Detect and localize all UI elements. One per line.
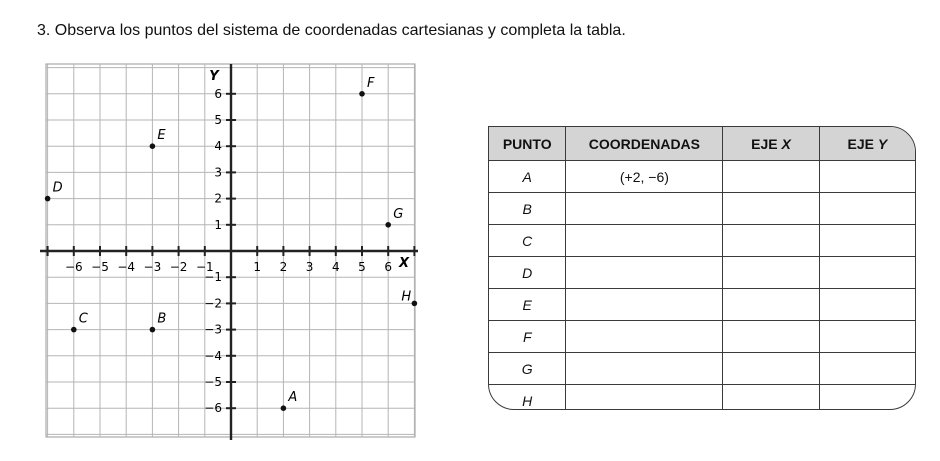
point-label-e: E bbox=[157, 128, 166, 144]
x-tick-label: −4 bbox=[117, 260, 136, 274]
header-eje-y bbox=[819, 127, 915, 160]
cell-eje-x[interactable] bbox=[722, 353, 818, 384]
table-row bbox=[489, 320, 915, 352]
table-row bbox=[489, 288, 915, 320]
x-tick-label: 2 bbox=[279, 260, 288, 274]
header-eje-x-letter: X bbox=[781, 135, 791, 152]
cell-coordenadas[interactable] bbox=[565, 321, 722, 352]
point-label-g: G bbox=[393, 206, 404, 222]
point-label-d: D bbox=[52, 180, 63, 196]
header-eje-x-word: EJE bbox=[751, 135, 778, 152]
point-label-c: C bbox=[78, 311, 88, 327]
cell-eje-y[interactable] bbox=[819, 161, 915, 192]
table-row bbox=[489, 256, 915, 288]
header-eje-y-word: EJE bbox=[847, 135, 874, 152]
x-tick-label: −1 bbox=[195, 260, 214, 274]
x-tick-label: −5 bbox=[91, 260, 109, 274]
y-tick-label: 6 bbox=[214, 86, 222, 101]
y-tick-label: 2 bbox=[214, 191, 222, 206]
cell-eje-x[interactable] bbox=[722, 193, 818, 224]
header-eje-y-letter: Y bbox=[877, 135, 888, 152]
y-tick-label: −2 bbox=[204, 296, 222, 311]
cartesian-plane bbox=[0, 0, 470, 456]
cell-eje-x[interactable] bbox=[722, 289, 818, 320]
table-body bbox=[489, 160, 915, 410]
point-label-f: F bbox=[367, 75, 375, 91]
point-b bbox=[150, 327, 156, 333]
y-tick-label: −4 bbox=[204, 348, 222, 363]
cell-coordenadas[interactable] bbox=[565, 225, 722, 256]
cell-eje-y[interactable] bbox=[819, 193, 915, 224]
table-row bbox=[489, 352, 915, 384]
y-tick-label: 5 bbox=[214, 113, 222, 127]
cell-coordenadas[interactable] bbox=[565, 385, 722, 410]
cell-coordenadas[interactable] bbox=[565, 193, 722, 224]
point-d bbox=[45, 196, 51, 202]
cell-punto: D bbox=[522, 264, 533, 281]
y-tick-label: 1 bbox=[214, 217, 222, 232]
cell-eje-y[interactable] bbox=[819, 257, 915, 288]
y-tick-label: −1 bbox=[204, 270, 222, 285]
cell-punto: A bbox=[522, 168, 532, 185]
cell-punto: G bbox=[521, 360, 533, 377]
x-tick-label: 5 bbox=[358, 260, 366, 274]
y-tick-label: −3 bbox=[204, 322, 222, 337]
coordinates-table bbox=[488, 126, 916, 410]
cell-eje-y[interactable] bbox=[819, 225, 915, 256]
x-tick-label: −6 bbox=[64, 260, 83, 274]
table-row bbox=[489, 192, 915, 224]
table-row bbox=[489, 224, 915, 256]
point-label-h: H bbox=[401, 289, 412, 305]
y-tick-label: −6 bbox=[204, 401, 222, 416]
cell-punto: B bbox=[522, 200, 532, 217]
cell-eje-y[interactable] bbox=[819, 321, 915, 352]
y-axis-label: Y bbox=[209, 69, 219, 84]
x-tick-label: −2 bbox=[169, 260, 188, 274]
cell-punto: F bbox=[522, 328, 532, 345]
x-tick-label: 1 bbox=[253, 260, 262, 274]
point-label-b: B bbox=[157, 311, 167, 327]
header-punto: PUNTO bbox=[502, 135, 552, 152]
header-coordenadas: COORDENADAS bbox=[565, 127, 722, 160]
table-header-row bbox=[489, 127, 915, 160]
cell-punto: H bbox=[522, 392, 533, 409]
point-label-a: A bbox=[288, 390, 298, 406]
cell-coordenadas[interactable] bbox=[565, 289, 722, 320]
cartesian-plane-svg bbox=[0, 0, 470, 456]
cell-coordenadas[interactable]: (+2, −6) bbox=[565, 161, 722, 192]
cell-eje-x[interactable] bbox=[722, 161, 818, 192]
point-g bbox=[385, 222, 391, 228]
cell-eje-y[interactable] bbox=[819, 353, 915, 384]
point-a bbox=[281, 405, 287, 411]
x-tick-label: 3 bbox=[305, 260, 314, 274]
point-h bbox=[412, 301, 418, 307]
y-tick-label: −5 bbox=[204, 375, 222, 389]
x-tick-label: −3 bbox=[143, 260, 162, 274]
point-f bbox=[359, 91, 365, 97]
instruction-text: 3. Observa los puntos del sistema de coordenadas cartesianas y completa la tabla. bbox=[37, 22, 626, 39]
table-row bbox=[489, 160, 915, 192]
cell-eje-y[interactable] bbox=[819, 289, 915, 320]
cell-punto: C bbox=[522, 232, 533, 249]
cell-eje-x[interactable] bbox=[722, 225, 818, 256]
x-tick-label: 4 bbox=[331, 260, 340, 274]
table-row bbox=[489, 384, 915, 410]
y-tick-label: 3 bbox=[214, 165, 222, 180]
x-axis-label: X bbox=[398, 256, 410, 271]
cell-eje-y[interactable] bbox=[819, 385, 915, 410]
header-eje-x bbox=[722, 127, 818, 160]
cell-punto: E bbox=[522, 296, 532, 313]
y-tick-label: 4 bbox=[214, 139, 222, 154]
cell-eje-x[interactable] bbox=[722, 321, 818, 352]
x-tick-label: 6 bbox=[384, 260, 393, 274]
point-c bbox=[71, 327, 77, 333]
cell-eje-x[interactable] bbox=[722, 385, 818, 410]
cell-coordenadas[interactable] bbox=[565, 257, 722, 288]
cell-coordenadas[interactable] bbox=[565, 353, 722, 384]
cell-eje-x[interactable] bbox=[722, 257, 818, 288]
point-e bbox=[150, 143, 156, 149]
